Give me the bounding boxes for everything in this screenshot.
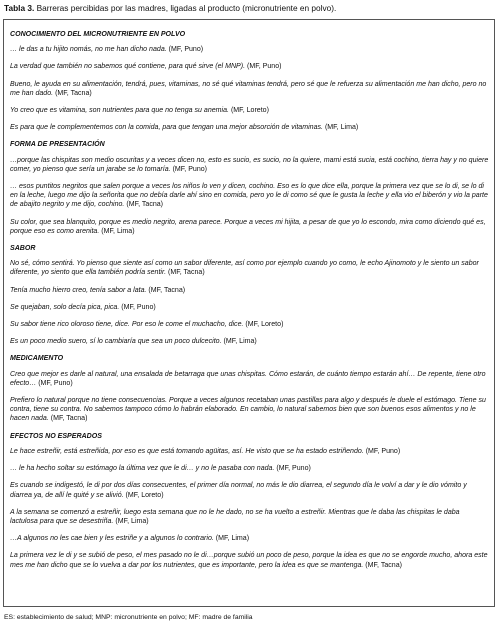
table-title: Barreras percibidas por las madres, ligadas al producto (micronutriente en polvo). bbox=[34, 3, 337, 13]
section-title: CONOCIMIENTO DEL MICRONUTRIENTE EN POLVO bbox=[10, 31, 186, 38]
quote-source: (MF, Puno) bbox=[36, 379, 73, 387]
quote-source: (MF, Puno) bbox=[166, 46, 204, 54]
quote-text: Yo creo que es vitamina, son nutrientes para que no tenga su anemia. bbox=[10, 107, 229, 115]
quote-text: Prefiero lo natural porque no tiene consecuencias. Porque a veces algunos recetaban unas pastillas para algo y después le duele el estómago. Tiene su contra, tiene su contra. No sabemos tampoco cómo lo habrán elaborado. En cambio, lo natural sabemos bien que son buenos esos alimentos y no le hacen nada. bbox=[10, 397, 486, 423]
table-content bbox=[10, 30, 489, 578]
quote-source: (MF, Lima) bbox=[99, 227, 135, 235]
quote-text: No sé, cómo sentirá. Yo pienso que siente así como un sabor diferente, así como por ejemplo cuando yo como, le echo Ajinomoto y le siento un sabor diferente, yo siento que ella también podría sentir. bbox=[10, 260, 479, 277]
quote-text: Es para que le complementemos con la comida, para que tengan una mejor absorción de vitaminas. bbox=[10, 124, 323, 132]
quote-text: Es cuando se indigestó, le di por dos días consecuentes, el primer día normal, no más le dio diarrea, el segundo día le volví a dar y le dio vómito y diarrea ya, de allí le quité y se alivió. bbox=[10, 482, 467, 499]
quote bbox=[10, 182, 489, 210]
quote-text: Le hace estreñir, está estreñida, por eso es que está tomando agüitas, así. He visto que se ha estado estriñendo. bbox=[10, 447, 364, 455]
quote bbox=[10, 286, 489, 295]
quote-source: (MF, Tacna) bbox=[363, 561, 402, 569]
quote bbox=[10, 80, 489, 98]
quote-text: Es un poco medio suero, sí lo cambiaría que sea un poco dulcecito. bbox=[10, 338, 222, 346]
section bbox=[10, 432, 489, 570]
table-caption bbox=[4, 3, 496, 14]
quote-source: (MF, Lima) bbox=[221, 338, 257, 346]
quote bbox=[10, 45, 489, 54]
quote-text: Su sabor tiene rico oloroso tiene, dice. Por eso le come el muchacho, dice. bbox=[10, 321, 244, 329]
quote-text: Su color, que sea blanquito, porque es medio negrito, arena parece. Porque a veces mi hijita, a pesar de que yo lo escondo, mira como diciendo qué es, porque eso es como arenita. bbox=[10, 218, 486, 235]
quote bbox=[10, 464, 489, 473]
quote bbox=[10, 508, 489, 526]
footnote: ES: establecimiento de salud; MNP: micronutriente en polvo; MF: madre de familia bbox=[4, 614, 253, 621]
quote bbox=[10, 534, 489, 543]
quote-source: (MF, Puno) bbox=[170, 165, 208, 173]
table-box bbox=[3, 19, 495, 607]
section bbox=[10, 30, 489, 132]
section-title: MEDICAMENTO bbox=[10, 355, 64, 363]
section bbox=[10, 244, 489, 346]
quote bbox=[10, 447, 489, 456]
quote bbox=[10, 123, 489, 132]
quote bbox=[10, 303, 489, 312]
quote bbox=[10, 62, 489, 71]
quote-source: (MF, Puno) bbox=[363, 447, 401, 455]
quote bbox=[10, 218, 489, 236]
quote-text: La verdad que también no sabemos qué contiene, para qué sirve (el MNP). bbox=[10, 63, 246, 71]
quote-source: (MF, Puno) bbox=[274, 465, 311, 473]
quote-text: Creo que mejor es darle al natural, una ensalada de betarraga que unas chispitas. Cómo estarán, de cuánto tiempo estarán ahí… De repente, tiene otro efecto… bbox=[10, 370, 486, 387]
quote bbox=[10, 337, 489, 346]
section-title: SABOR bbox=[10, 245, 36, 253]
quote bbox=[10, 370, 489, 388]
quote-text: Bueno, le ayuda en su alimentación, tendrá, pues, vitaminas, no sé qué vitaminas tendrá, pero sé que le refuerza su alimentación me han dicho, pero no me han dado. bbox=[10, 80, 487, 97]
quote-text: La primera vez le di y se subió de peso, el mes pasado no le di…porque subió un poco de peso, porque la idea es que no se engorde mucho, ahora este mes me han dicho que se lo vuelva a dar por los nutrientes, que es importante, pero la idea es que se mantenga. bbox=[10, 552, 488, 569]
quote bbox=[10, 320, 489, 329]
quote bbox=[10, 481, 489, 499]
quote-text: A la semana se comenzó a estreñir, luego esta semana que no le he dado, no se ha vuelto a estreñir. Mientras que le daba las chispitas le daba lactulosa para que se desestriña. bbox=[10, 508, 460, 525]
quote-source: (MF, Tacna) bbox=[53, 89, 92, 97]
quote-source: (MF, Tacna) bbox=[124, 201, 164, 209]
table-label: Tabla 3. bbox=[4, 3, 35, 13]
quote-text: Tenía mucho hierro creo, tenía sabor a lata. bbox=[10, 286, 147, 294]
section-title: FORMA DE PRESENTACIÓN bbox=[10, 141, 105, 149]
section bbox=[10, 140, 489, 236]
quote bbox=[10, 259, 489, 277]
quote-text: Se quejaban, solo decía pica, pica. bbox=[10, 303, 120, 311]
quote-source: (MF, Tacna) bbox=[166, 269, 205, 277]
quote-source: (MF, Loreto) bbox=[243, 321, 284, 329]
quote-source: (MF, Puno) bbox=[245, 63, 282, 71]
quote bbox=[10, 106, 489, 115]
section-title: EFECTOS NO ESPERADOS bbox=[10, 432, 102, 440]
quote-source: (MF, Loreto) bbox=[123, 491, 164, 499]
quote-text: … esos puntitos negritos que salen porque a veces los niños lo ven y dicen, cochino. Eso es lo que dice ella, porque la primera vez que se lo di, se lo di en la leche, luego me dijo la señorita que no debía darle ahí sino en comida, pero yo le di como sé que le gusta la leche y ella vio el biberón y vio la parte de abajito negrito y me dijo, cochino. bbox=[10, 183, 488, 209]
quote bbox=[10, 156, 489, 174]
quote-source: (MF, Lima) bbox=[113, 517, 149, 525]
quote-text: … le das a tu hijito nomás, no me han dicho nada. bbox=[10, 46, 167, 54]
quote-source: (MF, Lima) bbox=[213, 535, 250, 543]
quote-source: (MF, Puno) bbox=[119, 303, 156, 311]
quote bbox=[10, 551, 489, 569]
quote-source: (MF, Tacna) bbox=[146, 286, 186, 294]
quote-source: (MF, Tacna) bbox=[48, 415, 88, 423]
section bbox=[10, 354, 489, 423]
quote-source: (MF, Lima) bbox=[322, 124, 359, 132]
quote-text: …A algunos no les cae bien y les estriñe y a algunos lo contrario. bbox=[10, 535, 214, 543]
quote-source: (MF, Loreto) bbox=[229, 107, 269, 115]
quote-text: …porque las chispitas son medio oscuritas y a veces dicen no, esto es sucio, es sucio, no la quiere, mami está sucia, está cochino, tierra hay y no quiere comer, yo pienso que sería un jarabe se lo tomaría. bbox=[10, 156, 489, 173]
quote bbox=[10, 396, 489, 424]
quote-text: … le ha hecho soltar su estómago la última vez que le di… y no le pasaba con nada. bbox=[10, 465, 275, 473]
